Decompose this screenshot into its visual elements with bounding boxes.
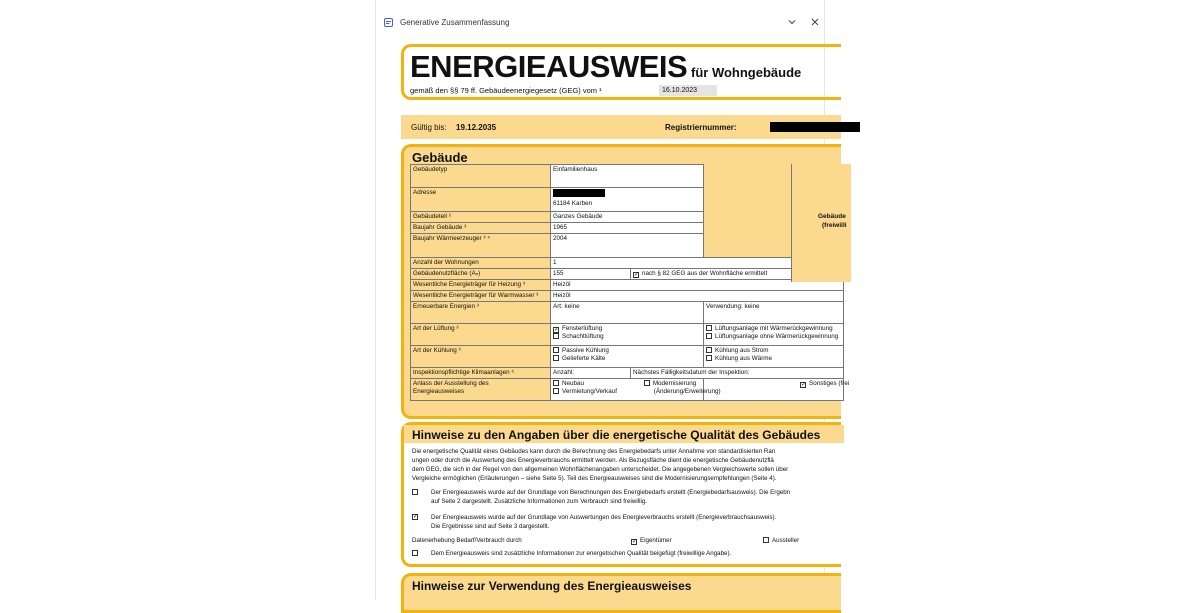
certificate-subtitle: für Wohngebäude: [691, 65, 802, 80]
building-section-title: Gebäude: [412, 150, 468, 165]
checkbox-check-icon[interactable]: ✓: [634, 272, 640, 278]
reason-modernisation-note: (Änderung/Erweiterung): [653, 388, 721, 395]
heating-carrier-value: Heizöl: [551, 280, 844, 291]
law-date-field: 16.10.2023: [659, 85, 717, 96]
chevron-down-icon[interactable]: [785, 16, 799, 30]
building-type-value: Einfamilienhaus: [551, 165, 704, 188]
building-photo-box: [791, 164, 851, 282]
renewables-use: Verwendung: keine: [704, 302, 844, 324]
cooling-delivered: Gelieferte Kälte: [562, 355, 606, 362]
address-value: [551, 188, 704, 212]
issuer-label: Aussteller: [772, 537, 800, 544]
validity-row: [401, 115, 841, 139]
notes-section: [401, 422, 841, 567]
data-collection-label: Datenerhebung Bedarf/Verbrauch durch: [412, 537, 522, 544]
new-build-checkbox[interactable]: [553, 380, 559, 386]
certificate-header: [401, 44, 841, 100]
ventilation-label: Art der Lüftung ³: [411, 324, 551, 346]
registration-number-redacted: [770, 122, 860, 132]
usage-section: [401, 573, 841, 613]
ventilation-with-hr: Lüftungsanlage mit Wärmerückgewinnung: [715, 325, 833, 332]
title-bar: [376, 12, 826, 34]
usable-area-value: 155: [551, 269, 631, 280]
heating-carrier-label: Wesentliche Energieträger für Heizung ³: [411, 280, 551, 291]
building-section: [401, 144, 850, 419]
apartments-label: Anzahl der Wohnungen: [411, 258, 551, 269]
modernisation-checkbox[interactable]: [644, 380, 650, 386]
issue-reason-label-line2: Energieausweises: [413, 388, 465, 395]
registration-label: Registriernummer:: [665, 123, 737, 132]
ventilation-shaft: Schachtlüftung: [562, 333, 604, 340]
photo-label-line1: Gebäude: [818, 213, 846, 220]
notes-intro-line4: Vergleiche ermöglichen (Erläuterungen – siehe Seite 5). Teil des Energieausweises sind die Modernisierungsempfehlungen (Seite 4).: [412, 475, 777, 482]
hot-water-carrier-label: Wesentliche Energieträger für Warmwasser ³: [411, 291, 551, 302]
building-part-label: Gebäudeteil ²: [411, 212, 551, 223]
ventilation-hr-checkbox[interactable]: [706, 325, 712, 331]
ventilation-options-left: [551, 324, 704, 346]
issue-reason-options-left: [551, 379, 721, 401]
reason-other: Sonstiges (frei: [809, 380, 850, 387]
construction-year-value: 1965: [551, 223, 704, 234]
usable-area-note: nach § 82 GEG aus der Wohnfläche ermittelt: [642, 270, 768, 277]
issue-reason-label: [411, 379, 551, 401]
hot-water-carrier-value: Heizöl: [551, 291, 844, 302]
ventilation-shaft-checkbox[interactable]: [553, 333, 559, 339]
issuer-checkbox[interactable]: [763, 537, 769, 543]
modernisation-option: [644, 380, 696, 387]
demand-based-line2: auf Seite 2 dargestellt. Zusätzliche Informationen zum Verbrauch sind freiwillig.: [431, 498, 647, 505]
owner-option: [631, 536, 672, 545]
document-view[interactable]: [376, 36, 850, 600]
additional-info-checkbox[interactable]: [412, 550, 418, 556]
heater-year-label: Baujahr Wärmeerzeuger ³ ⁴: [411, 234, 551, 258]
cooling-electric-checkbox[interactable]: [706, 347, 712, 353]
valid-until-date: 19.12.2035: [456, 123, 497, 132]
notes-title-bar: [404, 425, 844, 443]
law-reference: gemäß den §§ 79 ff. Gebäudeenergiegesetz (GEG) vom ¹: [410, 86, 602, 95]
ac-next-inspection: Nächstes Fälligkeitsdatum der Inspektion:: [631, 368, 844, 379]
apartments-value: 1: [551, 258, 844, 269]
cooling-heat: Kühlung aus Wärme: [715, 355, 773, 362]
renewables-label: Erneuerbare Energien ³: [411, 302, 551, 324]
street-redacted: [553, 189, 605, 197]
ventilation-window: Fensterlüftung: [562, 325, 603, 332]
certificate-title: ENERGIEAUSWEIS: [410, 49, 688, 84]
ac-inspection-label: Inspektionspflichtige Klimaanlagen ⁵: [411, 368, 551, 379]
usable-area-label: Gebäudenutzfläche (Aₙ): [411, 269, 551, 280]
close-icon[interactable]: [808, 16, 822, 30]
reason-rental-sale: Vermietung/Verkauf: [562, 388, 617, 395]
reason-new-build: Neubau: [562, 380, 585, 387]
checkbox-check-icon[interactable]: ✓: [554, 327, 560, 333]
demand-based-line1: Der Energieausweis wurde auf der Grundlage von Berechnungen des Energiebedarfs erstellt (Energiebedarfsausweis). Die Ergebn: [431, 489, 791, 496]
ac-count: Anzahl:: [551, 368, 631, 379]
construction-year-label: Baujahr Gebäude ³: [411, 223, 551, 234]
ventilation-nohr-checkbox[interactable]: [706, 333, 712, 339]
consumption-based-line1: Der Energieausweis wurde auf der Grundlage von Auswertungen des Energieverbrauchs erstellt (Energieverbrauchsausweis).: [431, 514, 777, 521]
cooling-heat-checkbox[interactable]: [706, 355, 712, 361]
rental-sale-checkbox[interactable]: [553, 388, 559, 394]
renewables-type: Art: keine: [551, 302, 704, 324]
cooling-options-right: [704, 346, 844, 368]
issuer-option: [763, 536, 799, 545]
cooling-passive-checkbox[interactable]: [553, 347, 559, 353]
checkbox-check-icon[interactable]: ✓: [413, 514, 419, 520]
notes-intro-line1: Die energetische Qualität eines Gebäudes kann durch die Berechnung des Energiebedarfs unter Annahme von standardisierten Ran: [412, 448, 776, 455]
building-table: [410, 164, 850, 401]
cooling-label: Art der Kühlung ³: [411, 346, 551, 368]
notes-intro-line2: ungen oder durch die Auswertung des Energieverbrauchs ermittelt werden. Als Bezugsfläche dient die energetische Gebäudenutzflä: [412, 457, 774, 464]
ventilation-without-hr: Lüftungsanlage ohne Wärmerückgewinnung: [715, 333, 839, 340]
usage-section-title: Hinweise zur Verwendung des Energieausweises: [412, 579, 692, 593]
issue-reason-label-line1: Anlass der Ausstellung des: [413, 380, 489, 387]
notes-intro-line3: dem GEG, die sich in der Regel von den allgemeinen Wohnflächenangaben unterscheidet. Die angegebenen Vergleichswerte sollen über: [412, 466, 789, 473]
issue-reason-options-right: [704, 379, 850, 401]
additional-info-text: Dem Energieausweis sind zusätzliche Informationen zur energetischen Qualität beigefügt (freiwillige Angabe).: [431, 550, 732, 557]
checkbox-check-icon[interactable]: ✓: [801, 382, 807, 388]
building-type-label: Gebäudetyp: [411, 165, 551, 188]
ventilation-options-right: [704, 324, 844, 346]
cooling-electric: Kühlung aus Strom: [715, 347, 769, 354]
photo-label-line2: (freiwilli: [822, 222, 847, 229]
cooling-passive: Passive Kühlung: [562, 347, 609, 354]
valid-until-label: Gültig bis:: [411, 123, 447, 132]
heater-year-value: 2004: [551, 234, 704, 258]
reason-modernisation: Modernisierung: [652, 380, 697, 387]
other-reason-option: [800, 380, 849, 387]
address-label: Adresse: [411, 188, 551, 212]
notes-section-title: Hinweise zu den Angaben über die energetische Qualität des Gebäudes: [412, 428, 821, 442]
summary-app-icon: [384, 18, 393, 27]
window-title: Generative Zusammenfassung: [400, 18, 510, 27]
consumption-based-line2: Die Ergebnisse sind auf Seite 3 dargestellt.: [431, 523, 550, 530]
cooling-options-left: [551, 346, 704, 368]
demand-based-checkbox[interactable]: [412, 489, 418, 495]
address-city: 61184 Karben: [553, 200, 593, 207]
owner-label: Eigentümer: [640, 537, 672, 544]
building-part-value: Ganzes Gebäude: [551, 212, 704, 223]
cooling-delivered-checkbox[interactable]: [553, 355, 559, 361]
notes-intro-paragraph: [412, 447, 842, 483]
checkbox-check-icon[interactable]: ✓: [632, 539, 638, 545]
summary-window: [375, 0, 850, 600]
